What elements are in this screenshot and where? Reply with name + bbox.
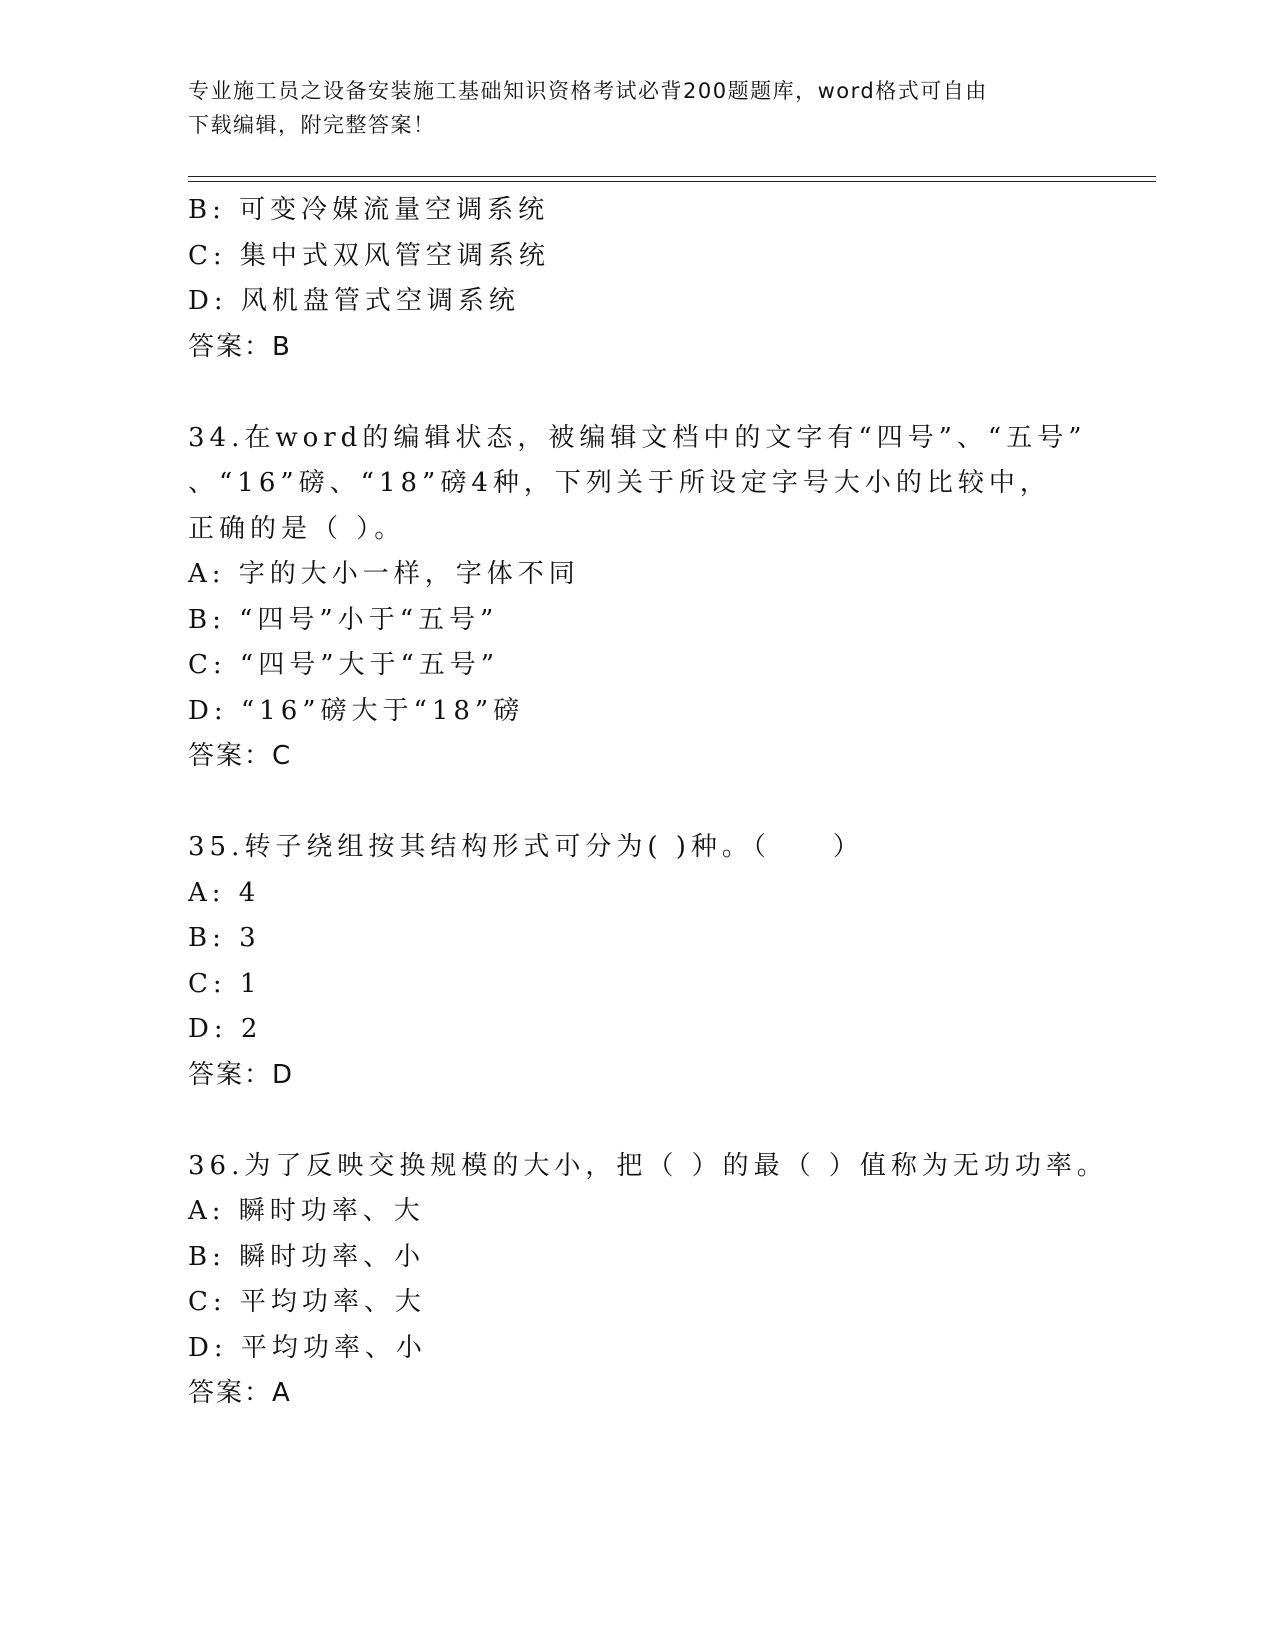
question-35-option-b: B: 3 — [188, 923, 261, 953]
question-36-option-a: A: 瞬时功率、大 — [188, 1196, 425, 1226]
document-header — [188, 74, 1068, 142]
question-34-block — [188, 416, 1088, 780]
spacer — [188, 1098, 1088, 1144]
question-35-option-a: A: 4 — [188, 877, 261, 908]
question-35-block — [188, 825, 1088, 1098]
spacer — [188, 780, 1088, 826]
question-36-block — [188, 1144, 1108, 1417]
question-list — [188, 188, 1108, 1417]
question-33-option-c: C: 集中式双风管空调系统 — [188, 240, 550, 271]
question-34-option-d: D: “16”磅大于“18”磅 — [188, 695, 525, 726]
question-35-answer: 答案：D — [188, 1059, 295, 1090]
question-35-option-c: C: 1 — [188, 968, 262, 999]
question-33-block — [188, 188, 1088, 370]
question-36-answer: 答案：A — [188, 1378, 292, 1408]
spacer — [188, 370, 1088, 416]
question-34-option-a: A: 字的大小一样，字体不同 — [188, 559, 580, 589]
header-divider-bottom — [188, 181, 1156, 182]
question-33-answer: 答案：B — [188, 331, 292, 362]
question-34-answer: 答案：C — [188, 741, 293, 771]
question-34-text-line-3: 正确的是（ ）。 — [188, 513, 406, 544]
question-33-option-d: D: 风机盘管式空调系统 — [188, 286, 520, 316]
question-35-text: 35.转子绕组按其结构形式可分为( )种。（ ） — [188, 832, 864, 862]
question-36-option-d: D: 平均功率、小 — [188, 1332, 427, 1363]
question-36-option-b: B: 瞬时功率、小 — [188, 1241, 426, 1272]
question-34-text-line-2: 、“16”磅、“18”磅4种，下列关于所设定字号大小的比较中， — [188, 468, 1051, 498]
question-33-option-b: B: 可变冷媒流量空调系统 — [188, 195, 550, 225]
question-35-option-d: D: 2 — [188, 1014, 263, 1044]
question-36-text: 36.为了反映交换规模的大小，把（ ）的最（ ）值称为无功功率。 — [188, 1150, 1108, 1181]
header-divider-top — [188, 176, 1156, 177]
question-34-text-line-1: 34.在word的编辑状态，被编辑文档中的文字有“四号”、“五号” — [188, 422, 1087, 453]
header-title-line-2: 下载编辑，附完整答案！ — [188, 113, 436, 137]
question-34-option-c: C: “四号”大于“五号” — [188, 650, 500, 680]
question-36-option-c: C: 平均功率、大 — [188, 1287, 426, 1317]
header-title-line-1: 专业施工员之设备安装施工基础知识资格考试必背200题题库，word格式可自由 — [188, 79, 988, 103]
question-34-option-b: B: “四号”小于“五号” — [188, 604, 499, 635]
